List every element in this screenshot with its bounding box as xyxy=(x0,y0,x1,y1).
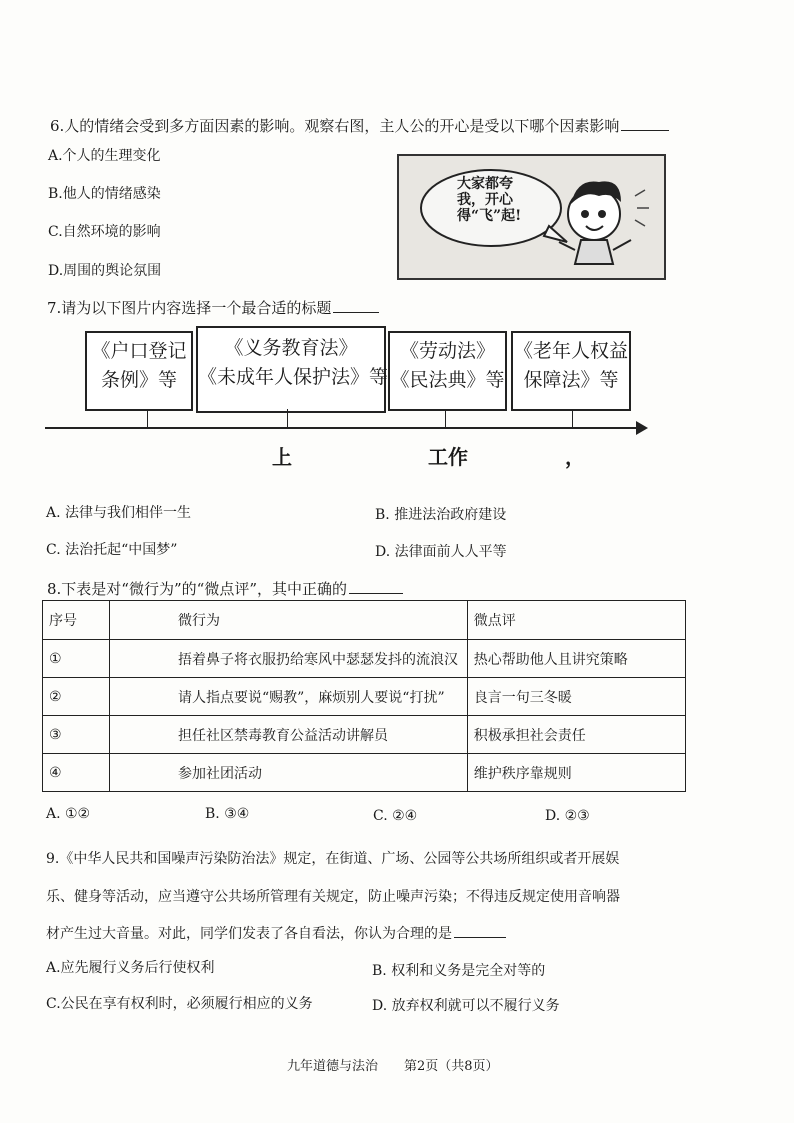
timeline-tick-3 xyxy=(445,409,446,427)
box2-line2: 《未成年人保护法》等 xyxy=(198,366,389,388)
table-row xyxy=(43,716,686,754)
row-comment: 维护秩序靠规则 xyxy=(467,754,685,792)
handwriting-1: 上 xyxy=(272,445,292,469)
q9-option-b: B. 权利和义务是完全对等的 xyxy=(372,963,546,979)
q7-box-1 xyxy=(85,331,193,411)
q8-table xyxy=(42,600,686,792)
cartoon-line-2: 我，开心 xyxy=(457,192,513,208)
q8-option-b: B. ③④ xyxy=(205,806,250,822)
q7-stem: 7.请为以下图片内容选择一个最合适的标题 xyxy=(47,297,379,318)
q9-option-a: A.应先履行义务后行使权利 xyxy=(46,960,215,976)
cartoon-line-3: 得“飞”起! xyxy=(457,208,522,224)
timeline-arrow-icon xyxy=(636,421,648,435)
q9-line-2: 乐、健身等活动，应当遵守公共场所管理有关规定，防止噪声污染；不得违反规定使用音响器 xyxy=(46,889,620,905)
row-index: ② xyxy=(43,678,110,716)
row-behavior: 担任社区禁毒教育公益活动讲解员 xyxy=(109,716,467,754)
row-behavior: 捂着鼻子将衣服扔给寒风中瑟瑟发抖的流浪汉 xyxy=(109,640,467,678)
q7-option-b: B. 推进法治政府建设 xyxy=(375,507,507,523)
header-comment: 微点评 xyxy=(467,601,685,640)
table-header-row xyxy=(43,601,686,640)
handwriting-3: ， xyxy=(565,445,585,469)
box2-line1: 《义务教育法》 xyxy=(224,337,358,359)
q6-option-c: C.自然环境的影响 xyxy=(48,224,161,240)
timeline-tick-2 xyxy=(287,409,288,427)
q7-option-d: D. 法律面前人人平等 xyxy=(375,544,507,560)
cartoon-bubble-text xyxy=(457,176,521,224)
table-row xyxy=(43,640,686,678)
handwriting-2: 工作 xyxy=(428,445,468,469)
cartoon-drawing xyxy=(399,156,664,278)
q6-option-b: B.他人的情绪感染 xyxy=(48,186,161,202)
box3-line2: 《民法典》等 xyxy=(390,369,505,391)
q9-option-d: D. 放弃权利就可以不履行义务 xyxy=(372,998,560,1014)
timeline-tick-1 xyxy=(147,409,148,427)
q8-stem: 8.下表是对“微行为”的“微点评”，其中正确的 xyxy=(47,578,403,599)
q9-line-1: 9.《中华人民共和国噪声污染防治法》规定，在街道、广场、公园等公共场所组织或者开展娱 xyxy=(46,851,620,867)
table-row xyxy=(43,678,686,716)
box1-line2: 条例》等 xyxy=(100,369,177,391)
cartoon-line-1: 大家都夸 xyxy=(457,176,513,192)
q6-option-d: D.周围的舆论氛围 xyxy=(48,263,162,279)
q6-option-a: A.个人的生理变化 xyxy=(48,148,161,164)
row-comment: 积极承担社会责任 xyxy=(467,716,685,754)
row-comment: 热心帮助他人且讲究策略 xyxy=(467,640,685,678)
q7-option-a: A. 法律与我们相伴一生 xyxy=(46,505,192,521)
q9-line-3: 材产生过大音量。对此，同学们发表了各自看法，你认为合理的是 xyxy=(46,923,506,943)
row-index: ① xyxy=(43,640,110,678)
q6-stem: 6.人的情绪会受到多方面因素的影响。观察右图，主人公的开心是受以下哪个因素影响 xyxy=(50,115,669,136)
header-index: 序号 xyxy=(43,601,110,640)
box3-line1: 《劳动法》 xyxy=(399,340,495,362)
table-row xyxy=(43,754,686,792)
box4-line1: 《老年人权益 xyxy=(513,340,628,362)
q8-option-c: C. ②④ xyxy=(373,808,418,824)
timeline-axis xyxy=(45,427,641,429)
q7-box-2 xyxy=(196,326,389,413)
timeline-tick-4 xyxy=(572,409,573,427)
q7-box-4 xyxy=(511,331,631,411)
q6-cartoon-image xyxy=(397,154,666,280)
q8-option-a: A. ①② xyxy=(46,806,91,822)
box1-line1: 《户口登记 xyxy=(91,340,187,362)
header-behavior: 微行为 xyxy=(109,601,467,640)
row-comment: 良言一句三冬暖 xyxy=(467,678,685,716)
q8-option-d: D. ②③ xyxy=(545,808,590,824)
row-index: ④ xyxy=(43,754,110,792)
box4-line2: 保障法》等 xyxy=(523,369,619,391)
row-behavior: 请人指点要说“赐教”，麻烦别人要说“打扰” xyxy=(109,678,467,716)
q7-box-3 xyxy=(388,331,507,411)
page-footer: 九年道德与法治 第2页（共8页） xyxy=(287,1059,499,1074)
q7-option-c: C. 法治托起“中国梦” xyxy=(46,542,178,558)
row-index: ③ xyxy=(43,716,110,754)
row-behavior: 参加社团活动 xyxy=(109,754,467,792)
q9-option-c: C.公民在享有权利时，必须履行相应的义务 xyxy=(46,996,313,1012)
